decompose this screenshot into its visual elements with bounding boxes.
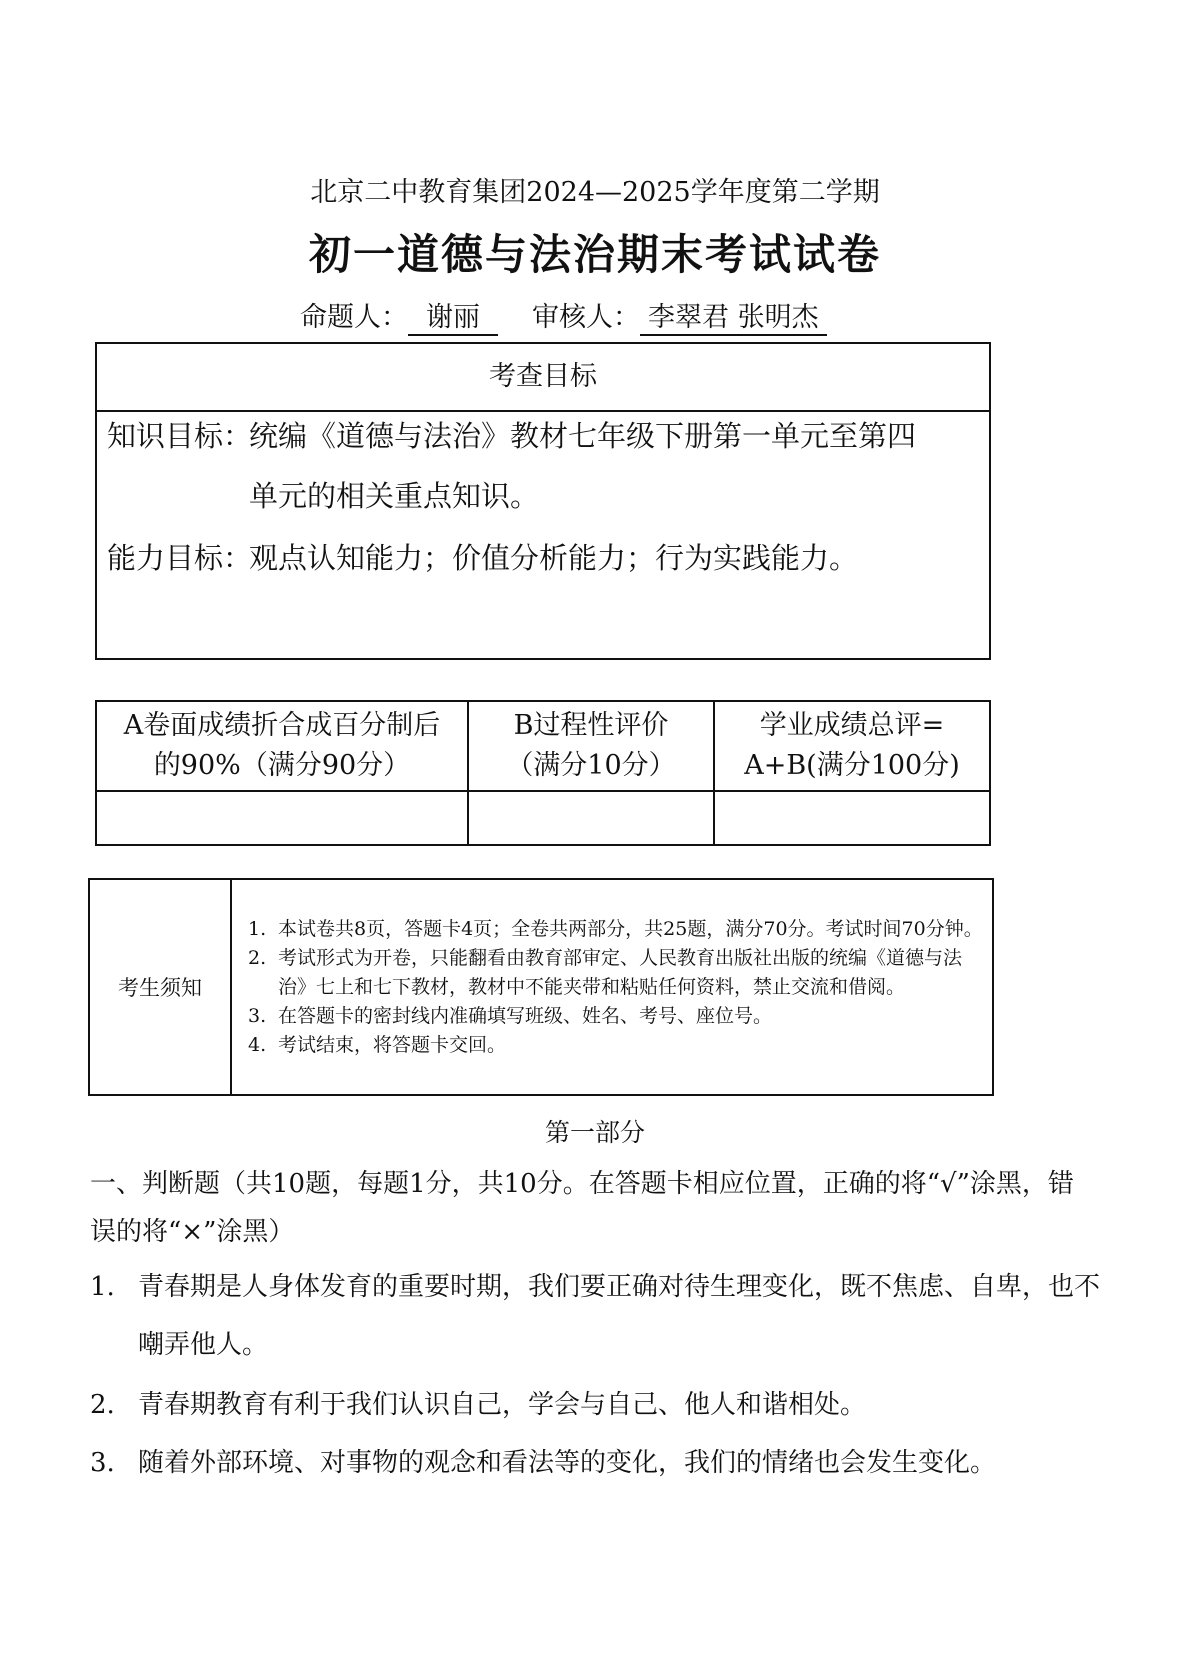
notes-item-text: 本试卷共8页，答题卡4页；全卷共两部分，共25题，满分70分。考试时间70分钟。 [278, 917, 983, 940]
score-col-c-header [714, 701, 990, 791]
score-col-a-header [96, 701, 468, 791]
knowledge-line1: 统编《道德与法治》教材七年级下册第一单元至第四 [249, 419, 917, 453]
question-item [90, 1434, 1100, 1492]
notes-item [248, 1031, 984, 1060]
knowledge-line2: 单元的相关重点知识。 [249, 479, 540, 513]
question-text: 青春期教育有利于我们认识自己，学会与自己、他人和谐相处。 [138, 1390, 867, 1420]
score-col-b-header [468, 701, 714, 791]
question-item [90, 1376, 1100, 1434]
objectives-box [95, 342, 991, 660]
score-table [95, 700, 991, 846]
reviewer-label: 审核人： [532, 302, 640, 333]
question-num: 3. [90, 1448, 115, 1478]
authors-line [300, 295, 861, 336]
notes-item [248, 1002, 984, 1031]
exam-title-line1: 北京二中教育集团2024—2025学年度第二学期 [310, 177, 880, 208]
author-name: 谢丽 [408, 295, 498, 336]
ability-label: 能力目标： [107, 541, 253, 575]
part1-heading: 第一部分 [544, 1118, 645, 1147]
notes-item-text: 考试结束，将答题卡交回。 [278, 1033, 507, 1056]
section-intro: 一、判断题（共10题，每题1分，共10分。在答题卡相应位置，正确的将“√”涂黑，错误的将“×”涂黑） [90, 1169, 1074, 1247]
notes-items [231, 879, 993, 1095]
reviewer-names: 李翠君 张明杰 [640, 295, 827, 336]
objectives-heading: 考查目标 [97, 344, 989, 412]
notes-item [248, 944, 984, 1002]
notes-item-text: 在答题卡的密封线内准确填写班级、姓名、考号、座位号。 [278, 1004, 773, 1027]
score-col-b-line2: （满分10分） [506, 750, 676, 781]
knowledge-label: 知识目标： [107, 419, 253, 453]
notes-item-num: 2. [248, 946, 267, 969]
score-col-c-line1: 学业成绩总评= [759, 710, 945, 741]
score-cell-b [468, 791, 714, 845]
question-num: 1. [90, 1272, 115, 1302]
notes-item-num: 1. [248, 917, 267, 940]
question-num: 2. [90, 1390, 115, 1420]
exam-notes-table [88, 878, 994, 1096]
ability-text: 观点认知能力；价值分析能力；行为实践能力。 [249, 541, 859, 575]
notes-item-text: 考试形式为开卷，只能翻看由教育部审定、人民教育出版社出版的统编《道德与法治》七上和七下教材，教材中不能夹带和粘贴任何资料，禁止交流和借阅。 [278, 946, 963, 998]
score-col-c-line2: A+B(满分100分) [744, 750, 960, 781]
notes-item-num: 4. [248, 1033, 267, 1056]
question-item [90, 1258, 1100, 1374]
score-col-a-line2: 的90%（满分90分） [153, 750, 411, 781]
exam-title-line2: 初一道德与法治期末考试试卷 [308, 230, 881, 279]
notes-item [248, 915, 984, 944]
notes-label: 考生须知 [89, 879, 231, 1095]
author-label: 命题人： [300, 302, 408, 333]
score-cell-c [714, 791, 990, 845]
score-col-a-line1: A卷面成绩折合成百分制后 [123, 710, 441, 741]
notes-item-num: 3. [248, 1004, 267, 1027]
question-text: 随着外部环境、对事物的观念和看法等的变化，我们的情绪也会发生变化。 [138, 1448, 997, 1478]
score-cell-a [96, 791, 468, 845]
score-col-b-line1: B过程性评价 [513, 710, 669, 741]
question-text: 青春期是人身体发育的重要时期，我们要正确对待生理变化，既不焦虑、自卑，也不嘲弄他人。 [138, 1272, 1101, 1360]
